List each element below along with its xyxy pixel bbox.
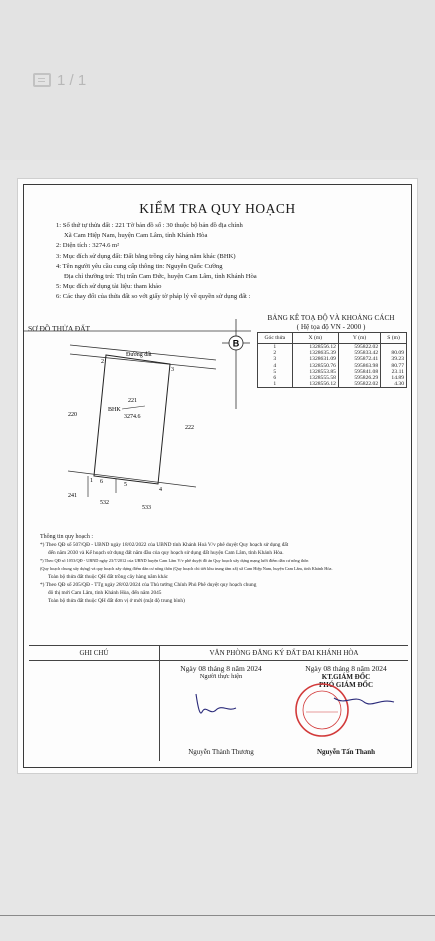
director-date: Ngày 08 tháng 8 năm 2024: [305, 664, 387, 673]
cell-x: 1328550.76: [292, 363, 338, 369]
coordinate-table-subtitle: ( Hệ tọa độ VN - 2000 ): [296, 323, 366, 331]
road-label: Đường đất: [126, 352, 152, 358]
note-line: đến năm 2030 và Kế hoạch sử dụng đất năm đầu của quy hoạch sử dụng đất huyện Cam Lâm, tỉnh Khánh Hòa.: [48, 550, 284, 556]
neighbor-532: 532: [100, 500, 109, 506]
vertex-1: 1: [90, 478, 93, 484]
note-line: đô thị mới Cam Lâm, tỉnh Khánh Hòa, đến năm 2045: [48, 590, 162, 596]
cell-s: [381, 344, 407, 351]
signature-director: [284, 664, 408, 760]
coordinate-table-header: [258, 333, 407, 344]
office-box: [160, 646, 408, 756]
cell-y: 595872.41: [338, 356, 380, 362]
field-area: 2: Diện tích : 3274.6 m²: [56, 242, 120, 250]
signature-preparer: [160, 664, 282, 760]
document-page: [17, 178, 418, 774]
cell-s: 80.09: [381, 350, 407, 356]
neighbor-241: 241: [68, 493, 77, 499]
planning-notes: [40, 533, 400, 605]
field-purpose: 5: Mục đích sử dụng tài liệu: tham khảo: [56, 283, 162, 291]
vertex-6: 6: [100, 479, 103, 485]
cell-corner: 5: [258, 369, 293, 375]
page-indicator[interactable]: [33, 70, 86, 90]
coordinate-table-section: [251, 314, 411, 388]
bottom-divider: [0, 915, 435, 916]
cell-corner: 3: [258, 356, 293, 362]
cell-y: 595822.02: [338, 381, 380, 388]
cell-s: 23.11: [381, 369, 407, 375]
notes-header: Thông tin quy hoạch :: [40, 534, 93, 540]
office-label: VĂN PHÒNG ĐĂNG KÝ ĐẤT ĐAI KHÁNH HÒA: [160, 646, 408, 661]
diagram-title: SƠ ĐỒ THỬA ĐẤT: [28, 324, 91, 333]
notes-box: [29, 646, 160, 761]
viewer-toolbar: [0, 0, 435, 160]
vertex-3: 3: [171, 367, 174, 373]
neighbor-222: 222: [185, 425, 194, 431]
director-role-2: PHÓ GIÁM ĐỐC: [318, 681, 374, 689]
coordinate-table-title: BẢNG KÊ TOẠ ĐỘ VÀ KHOẢNG CÁCH: [267, 314, 395, 322]
cell-corner: 4: [258, 363, 293, 369]
preparer-role: Người thực hiện: [199, 673, 243, 680]
cell-y: 595822.02: [338, 344, 380, 351]
note-line: *) Theo QĐ số 507/QĐ - UBND ngày 18/02/2022 của UBND tỉnh Khánh Hoà V/v phê duyệt Quy hoạch sử dụng đất: [40, 542, 289, 548]
preparer-name: Nguyễn Thành Thương: [188, 748, 254, 756]
cell-y: 595863.98: [338, 363, 380, 369]
cell-corner: 1: [258, 344, 293, 351]
cell-corner: 6: [258, 375, 293, 381]
note-line: Toàn bộ thửa đất thuộc QH đất trồng cây hàng năm khác: [48, 574, 169, 580]
cell-x: 1328555.58: [292, 375, 338, 381]
field-commune: Xã Cam Hiệp Nam, huyện Cam Lâm, tỉnh Khánh Hòa: [64, 232, 208, 240]
neighbor-line-south: [68, 471, 196, 487]
cell-corner: 2: [258, 350, 293, 356]
director-name: Nguyễn Tấn Thanh: [316, 748, 376, 756]
page-indicator-text: 1 / 1: [57, 71, 87, 89]
header-s: S (m): [381, 333, 407, 344]
coordinate-table: [257, 332, 407, 388]
cell-x: 1328556.12: [292, 381, 338, 388]
parcel-land-code: BHK: [108, 407, 121, 413]
cell-x: 1328553.85: [292, 369, 338, 375]
note-line: Toàn bộ thửa đất thuộc QH đất đơn vị ở mới (mật độ trung bình): [48, 598, 185, 604]
cell-s: 39.23: [381, 356, 407, 362]
note-line: *) Theo QĐ số 205/QĐ - TTg ngày 28/02/2024 của Thủ tướng Chính Phủ Phê duyệt quy hoạch chung: [40, 582, 257, 588]
cell-y: 595833.42: [338, 350, 380, 356]
cell-x: 1328635.39: [292, 350, 338, 356]
header-y: Y (m): [338, 333, 380, 344]
preparer-date: Ngày 08 tháng 8 năm 2024: [180, 664, 262, 673]
neighbor-533: 533: [142, 505, 151, 511]
cell-s: 14.89: [381, 375, 407, 381]
table-row: [258, 344, 407, 351]
cell-corner: 1: [258, 381, 293, 388]
neighbor-220: 220: [68, 412, 77, 418]
page-icon: [33, 73, 51, 87]
preparer-signature: [176, 686, 266, 726]
field-requester: 4: Tên người yêu cầu cung cấp thông tin: Nguyễn Quốc Cường: [56, 262, 223, 270]
cell-x: 1328631.09: [292, 356, 338, 362]
document-title: KIỂM TRA QUY HOẠCH: [139, 201, 296, 216]
cell-s: 4.30: [381, 381, 407, 388]
header-x: X (m): [292, 333, 338, 344]
signature-section: [29, 645, 408, 761]
field-address: Địa chỉ thường trú: Thị trấn Cam Đức, huyện Cam Lâm, tỉnh Khánh Hòa: [64, 273, 257, 281]
cell-y: 595826.29: [338, 375, 380, 381]
official-stamp: [284, 676, 404, 740]
field-parcel-number: 1: Số thứ tự thửa đất : 221 Tờ bản đồ số : 30 thuộc bộ bản đồ địa chính: [56, 222, 243, 229]
cell-s: 80.77: [381, 363, 407, 369]
note-line: (Quy hoạch chung xây dựng) và quy hoạch xây dựng điểm dân cư nông thôn (Quy hoạch chi tiết khu trung tâm xã) xã Cam Hiệp Nam, huyện Cam Lâm, tỉnh Khánh Hòa.: [40, 566, 333, 571]
parcel-number: 221: [128, 398, 137, 404]
cell-x: 1328556.12: [292, 344, 338, 351]
director-role-1: KT.GIÁM ĐỐC: [321, 673, 371, 681]
field-land-use: 3: Mục đích sử dụng đất: Đất bằng trồng cây hàng năm khác (BHK): [56, 252, 236, 260]
table-row: [258, 381, 407, 388]
notes-box-label: GHI CHÚ: [29, 646, 159, 661]
vertex-2: 2: [101, 359, 104, 365]
north-label: B: [232, 338, 240, 349]
vertex-5: 5: [124, 482, 127, 488]
note-line: *) Theo QĐ số 1053/QĐ - UBND ngày 23/7/2012 của UBND huyện Cam Lâm V/v phê duyệt đồ án Quy hoạch xây dựng mạng lưới điểm dân cư nông thôn: [40, 558, 309, 563]
parcel-area: 3274.6: [124, 414, 141, 420]
vertex-4: 4: [159, 487, 162, 493]
header-corner: Góc thửa: [258, 333, 293, 344]
field-changes: 6: Các thay đổi của thửa đất so với giấy tờ pháp lý về quyền sử dụng đất :: [56, 293, 251, 301]
parcel-fraction-line: [122, 406, 145, 409]
cell-y: 595841.08: [338, 369, 380, 375]
